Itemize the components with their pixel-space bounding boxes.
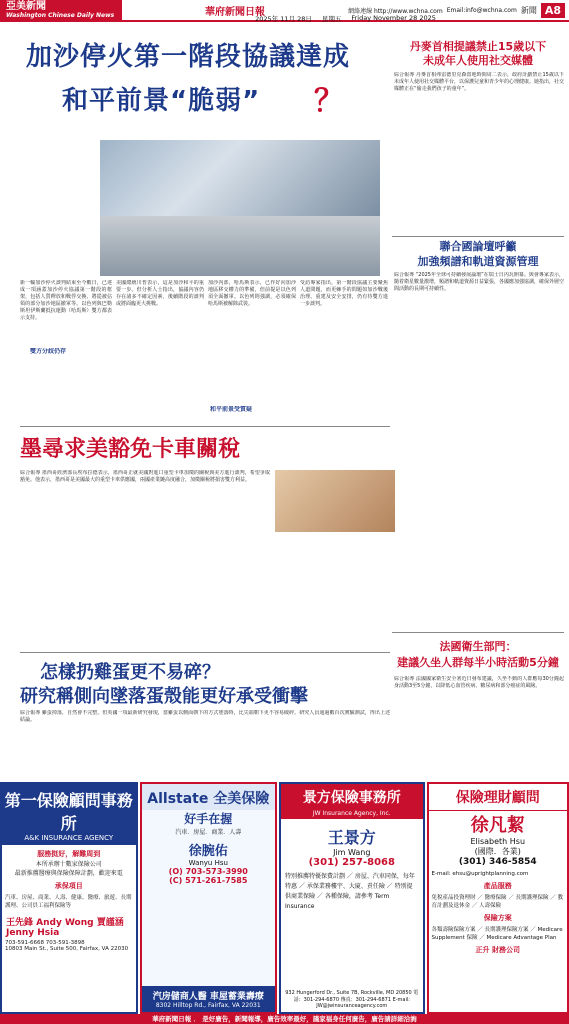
paper-name: 華府新聞日報 [205, 6, 266, 18]
ad3-title: 景方保險事務所 [281, 784, 422, 810]
ad4-phone[interactable]: (301) 346-5854 [458, 857, 537, 867]
right-headline-3b: 建議久坐人群每半小時活動5分鐘 [397, 656, 559, 669]
ad4-name-cn: 徐凡絜 [470, 815, 525, 836]
ad1-list: 汽車、房屋、商業、人壽、健康、醫療、旅遊、長期護理、公司員工福利保險等 [5, 895, 132, 909]
lead-column-4: 受訪專家指出，第一階段協議主要聚焦人道問題，而更棘手的問題如加沙戰後治理、重建及安全安排，仍有待雙方進一步談判。 [300, 280, 388, 307]
lead-column-2: 美國總統川普表示，這是加沙和平的重要一步。但分析人士指出，協議內容仍存在諸多不確定因素，後續階段的談判或將面臨更大挑戰。 [116, 280, 204, 307]
ad3-name-en: Jim Wang [333, 848, 371, 857]
section-tag: 新聞 [520, 5, 537, 15]
ad1-promo-1: 服務挺好，解難周到 [37, 850, 101, 858]
story2-body: 綜合報導 墨西哥經濟部長埃布拉德表示，墨西哥正就美國對進口重型卡車加徵的關稅與美方進行談判，希望爭取豁免。他表示，墨西哥是美國最大的重型卡車供應國，兩國產業鏈高度融合，加徵關稅將損害雙方利益。 [20, 470, 270, 483]
right-divider-1 [392, 236, 564, 237]
weekday-cn: 星期五 [321, 15, 342, 23]
ad3-list: 特別推薦特優保費計劃 ／ 房屋、汽車同保，每年特惠 ／ 承保業務樓宇、大廈、責任險 ／ 特別提供商業保險 ／ 各種保險，請參考 Term Insurance [285, 873, 415, 910]
page-number: A8 [541, 3, 565, 18]
lead-photo-lower [100, 216, 380, 276]
ad3-phone[interactable]: (301) 257-8068 [308, 857, 395, 868]
ad1-promo-3: 最新推薦醫療與保險保障計劃，歡迎來電 [14, 870, 123, 877]
ad4-role: (國際．各業) [474, 847, 521, 856]
footer-banner: 華府新聞日報 ． 是好廣告，新聞報導，廣告效率最好，謹家福身任何廣告，廣告請詳細洽詢 [0, 1014, 569, 1024]
ad1-address: 10803 Main St., Suite 500, Fairfax, VA 22030 [5, 946, 129, 952]
story2-headline: 墨尋求美豁免卡車關稅 [20, 437, 241, 462]
ad1-title: 第一保險顧問事務所 [2, 784, 136, 834]
ad1-phone[interactable]: 703-591-6668 703-591-3898 [5, 940, 85, 946]
ad4-list-2: 各類壽險保險方案 ／ 長期護理保險方案 ／ Medicare Supplement 保險 ／ Medicare Advantage Plan [431, 927, 563, 941]
ad2-phone-office[interactable]: (O) 703-573-3990 [168, 867, 248, 876]
lead-headline-2: 和平前景“脆弱” [62, 86, 261, 116]
story3-divider [20, 652, 390, 653]
story3-headline-2: 研究稱側向墜落蛋殼能更好承受衝擊 [20, 686, 308, 707]
ad3-address: 932 Hungerford Dr., Suite 7B, Rockville, MD 20850 電話：301-294-6870 傳真：301-294-6871 E-mail: JW@jwinsuranceagency.com [285, 990, 419, 1009]
right-body-3: 綜合報導 法國國家衛生安全署近日發布建議，久坐不動的人群應每30分鐘起身活動3至5分鐘，以降低心血管疾病、糖尿病和部分癌症的風險。 [394, 676, 564, 689]
right-headline-3a: 法國衛生部門： [439, 640, 517, 653]
lead-question-mark: ？ [314, 84, 344, 119]
right-headline-2b: 加強頻譜和軌道資源管理 [417, 255, 539, 268]
right-headline-1b: 未成年人使用社交媒體 [423, 54, 533, 67]
ad4-heading-2: 保險方案 [483, 914, 512, 922]
story2-photo [275, 470, 395, 532]
ad-jw-insurance[interactable] [279, 782, 424, 1014]
ad2-phone-cell[interactable]: (C) 571-261-7585 [169, 876, 248, 885]
ad4-list-1: 免稅產品投資理財 ／ 醫療保險 ／ 長期護理保險 ／ 教育計劃及退休金 ／ 人壽保險 [431, 895, 564, 909]
lead-subhead-1: 雙方分歧仍存 [30, 348, 67, 355]
ad4-email[interactable]: E-mail: ehsu@uprightplanning.com [431, 871, 529, 877]
web-link[interactable]: 網絡連線 http://www.wchna.com [348, 7, 443, 15]
lead-photo [100, 140, 380, 216]
dateline [122, 14, 569, 22]
logo-en: Washington Chinese Daily News [6, 11, 115, 19]
lead-column-1: 新一輪加沙停火談判結束至今數日，已達成一項涵蓋加沙停火協議第一階段的框架，包括人質釋放和戰俘交換、將從被佔領的部分加沙地區撤軍等。以色列與巴勒斯坦伊斯蘭抵抗運動（哈馬斯）雙方都表示支持。 [20, 280, 112, 321]
story2-divider [20, 426, 390, 427]
right-divider-2 [392, 632, 564, 633]
story3-headline-1: 怎樣扔雞蛋更不易碎？ [40, 662, 220, 683]
ad-allstate[interactable] [140, 782, 278, 1014]
ad1-title-en: A&K INSURANCE AGENCY [2, 834, 136, 845]
ad4-title: 保險理財顧問 [429, 784, 568, 811]
ad2-address: 8302 Hilltop Rd., Fairfax, VA 22031 [155, 1002, 261, 1009]
email-link[interactable]: Email:info@wchna.com [446, 6, 517, 14]
ad2-agent-en: Wanyu Hsu [188, 859, 228, 867]
ad-ak-insurance[interactable] [0, 782, 138, 1014]
ad1-heading: 承保項目 [54, 882, 83, 890]
ad2-brand: Allstate 全美保險 [142, 784, 276, 810]
ads-row [0, 782, 569, 1014]
right-body-1: 綜合報導 丹麥首相弗雷德里克森當地時間周二表示，政府計劃禁止15歲以下未成年人使用社交媒體平台，以保護兒童和青少年的心理健康。她指出，社交媒體正在“偷走我們孩子的童年”。 [394, 72, 564, 92]
right-headline-2a: 聯合國論壇呼籲 [439, 240, 517, 253]
ad2-agent-cn: 徐腕佑 [188, 844, 228, 859]
story3-body: 綜合報導 雞蛋掉落，自然會不完整。但英國一項最新研究發現，當雞蛋以側面朝下的方式墜落時，比尖端朝下更不容易破碎。研究人員通過數百次實驗測試，得出上述結論。 [20, 710, 390, 723]
ad4-company: 正升 財務公司 [475, 946, 520, 954]
ad-financial-advisor[interactable] [427, 782, 569, 1014]
logo-cn: 亞美新聞 [6, 0, 46, 12]
ad4-heading-1: 產品服務 [483, 882, 512, 890]
ad2-bar-text: 汽房儲商人醫 車屋蓄業壽療 [152, 992, 264, 1002]
date-cn: 2025年 11月 28日 [255, 15, 312, 23]
ad1-names: 王先鋒 Andy Wong 賈謹涵 Jenny Hsia [6, 918, 124, 938]
ad3-title-en: JW Insurance Agency, Inc. [281, 810, 422, 819]
ad1-promo-2: 本所承辦十數家保險公司 [35, 861, 102, 868]
date-en: Friday November 28 2025 [351, 14, 436, 22]
ad3-name-cn: 王景方 [327, 828, 376, 847]
lead-headline-1: 加沙停火第一階段協議達成 [26, 42, 351, 72]
lead-column-3: 加沙內部，哈馬斯表示，已作好向加沙地區移交權力的準備，但前提是以色列須全面撤軍。以色列則強調，必須確保哈馬斯被解除武裝。 [208, 280, 296, 307]
ad2-slogan: 汽車．房屋．商業．人壽 [175, 829, 242, 836]
right-body-2: 綜合報導 “2025年全球可持續發展論壇”在瑞士日內瓦開幕。與會專家表示，隨着衛星數量激增，頻譜和軌道資源日益緊張，各國應加強協調，確保外層空間活動的長期可持續性。 [394, 272, 564, 292]
ad2-bar [142, 986, 276, 1012]
ad4-name-en: Elisabeth Hsu [470, 837, 526, 846]
right-headline-1a: 丹麥首相提議禁止15歲以下 [409, 40, 547, 53]
ad2-brand-cn: 好手在握 [184, 812, 233, 826]
lead-subhead-2: 和平前景受質疑 [210, 406, 253, 413]
newspaper-logo [0, 0, 122, 21]
